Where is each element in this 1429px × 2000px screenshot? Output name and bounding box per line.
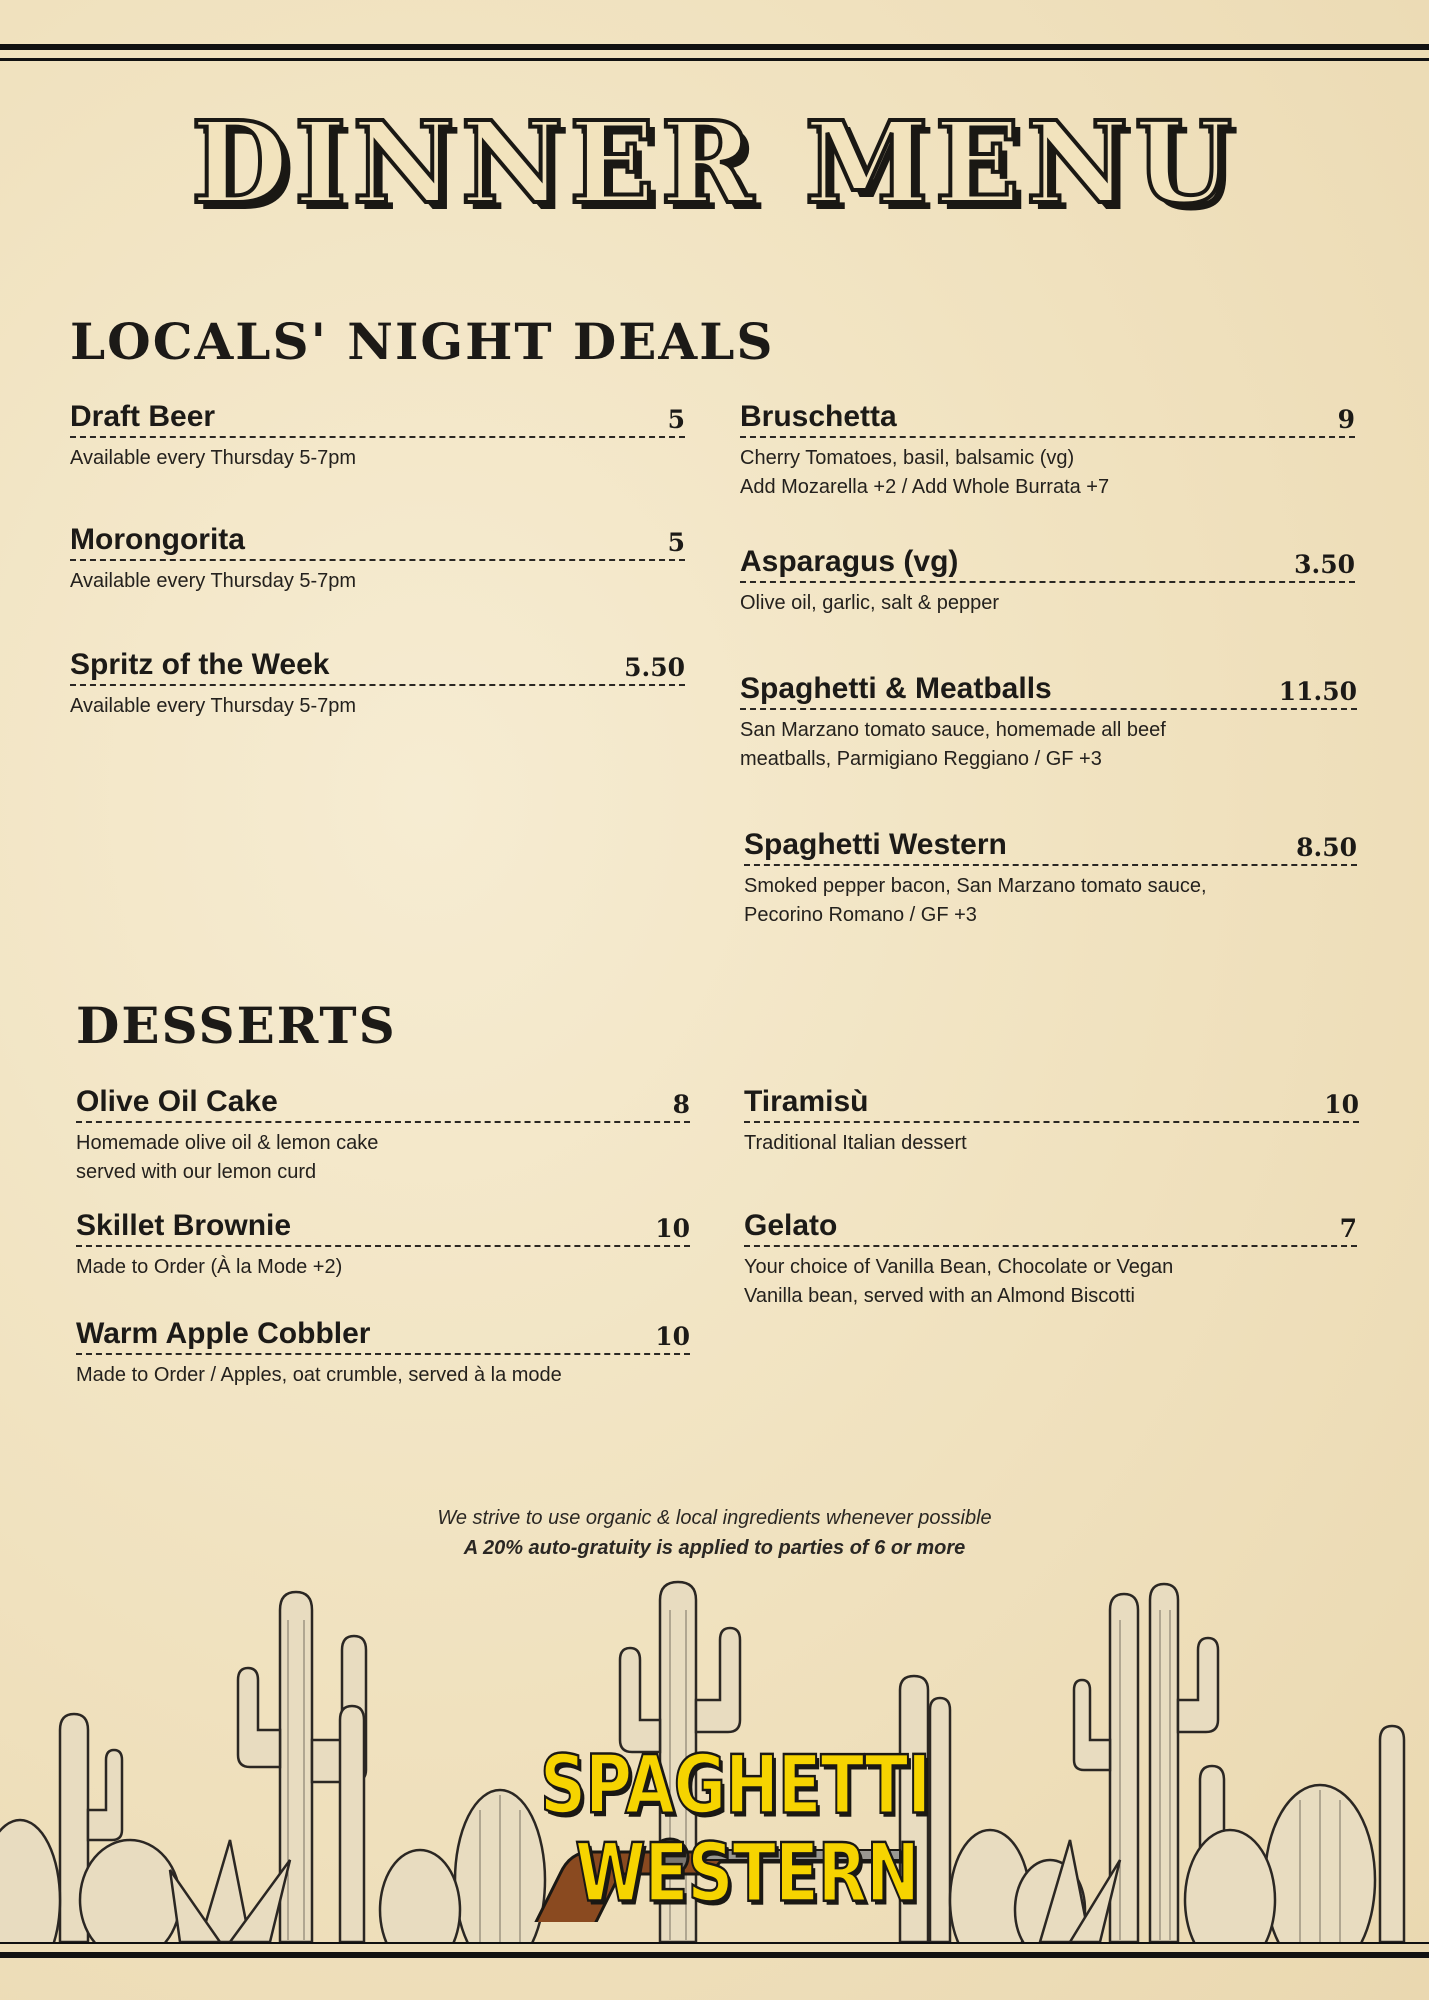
item-name: Morongorita [70, 523, 245, 556]
item-price: 7 [1339, 1214, 1357, 1243]
menu-item [76, 1317, 690, 1390]
item-description: San Marzano tomato sauce, homemade all beef meatballs, Parmigiano Reggiano / GF +3 [740, 719, 1166, 770]
item-name: Bruschetta [740, 400, 897, 433]
item-price: 11.50 [1278, 677, 1357, 706]
item-name: Gelato [744, 1209, 838, 1242]
item-description: Available every Thursday 5-7pm [70, 695, 357, 717]
item-name: Spaghetti & Meatballs [740, 672, 1052, 705]
item-description: Your choice of Vanilla Bean, Chocolate or Vegan Vanilla bean, served with an Almond Biscotti [744, 1256, 1174, 1307]
item-name: Skillet Brownie [76, 1209, 292, 1242]
item-price: 3.50 [1294, 550, 1355, 579]
item-description: Made to Order / Apples, oat crumble, served à la mode [76, 1364, 562, 1386]
bottom-border-thick [0, 1952, 1429, 1958]
item-description: Homemade olive oil & lemon cake served with our lemon curd [76, 1132, 379, 1183]
menu-item [70, 648, 685, 721]
menu-item [70, 523, 685, 596]
item-price: 5 [667, 528, 685, 557]
menu-item [70, 400, 685, 473]
section-title-desserts: DESSERTS [76, 996, 397, 1055]
menu-item [740, 545, 1355, 618]
spaghetti-western-logo [520, 1740, 931, 1921]
item-description: Olive oil, garlic, salt & pepper [740, 592, 1000, 614]
item-description: Available every Thursday 5-7pm [70, 570, 357, 592]
item-price: 10 [655, 1322, 690, 1351]
item-price: 5 [667, 405, 685, 434]
item-price: 8.50 [1296, 833, 1357, 862]
item-price: 10 [655, 1214, 690, 1243]
item-name: Warm Apple Cobbler [76, 1317, 371, 1350]
footer-note [0, 1503, 1429, 1563]
menu-item [744, 1209, 1357, 1311]
item-name: Olive Oil Cake [76, 1085, 278, 1118]
menu-item [76, 1085, 690, 1187]
footer-gratuity-note: A 20% auto-gratuity is applied to parties of 6 or more [463, 1537, 966, 1559]
menu-title: DINNER MENU [190, 98, 1239, 229]
top-border-thin [0, 58, 1429, 61]
menu-item [740, 400, 1355, 502]
item-description: Available every Thursday 5-7pm [70, 447, 357, 469]
item-description: Smoked pepper bacon, San Marzano tomato sauce, Pecorino Romano / GF +3 [744, 875, 1207, 926]
item-name: Asparagus (vg) [740, 545, 959, 578]
section-title-locals: LOCALS' NIGHT DEALS [70, 312, 775, 371]
item-name: Draft Beer [70, 400, 216, 433]
item-price: 8 [672, 1090, 690, 1119]
item-price: 10 [1324, 1090, 1359, 1119]
item-price: 5.50 [624, 653, 685, 682]
item-description: Made to Order (À la Mode +2) [76, 1256, 343, 1278]
footer-organic-note: We strive to use organic & local ingredients whenever possible [437, 1507, 992, 1529]
item-name: Spritz of the Week [70, 648, 330, 681]
item-name: Tiramisù [744, 1085, 869, 1118]
menu-item [744, 1085, 1359, 1158]
top-border-thick [0, 44, 1429, 50]
menu-item [740, 672, 1357, 774]
item-description: Cherry Tomatoes, basil, balsamic (vg) Add Mozarella +2 / Add Whole Burrata +7 [740, 447, 1110, 498]
logo-text-spaghetti: SPAGHETTI [540, 1740, 931, 1833]
item-description: Traditional Italian dessert [744, 1132, 967, 1154]
item-name: Spaghetti Western [744, 828, 1007, 861]
menu-item [744, 828, 1357, 930]
item-price: 9 [1337, 405, 1355, 434]
logo-text-western: WESTERN [575, 1828, 919, 1921]
bottom-border-thin [0, 1942, 1429, 1944]
menu-item [76, 1209, 690, 1282]
